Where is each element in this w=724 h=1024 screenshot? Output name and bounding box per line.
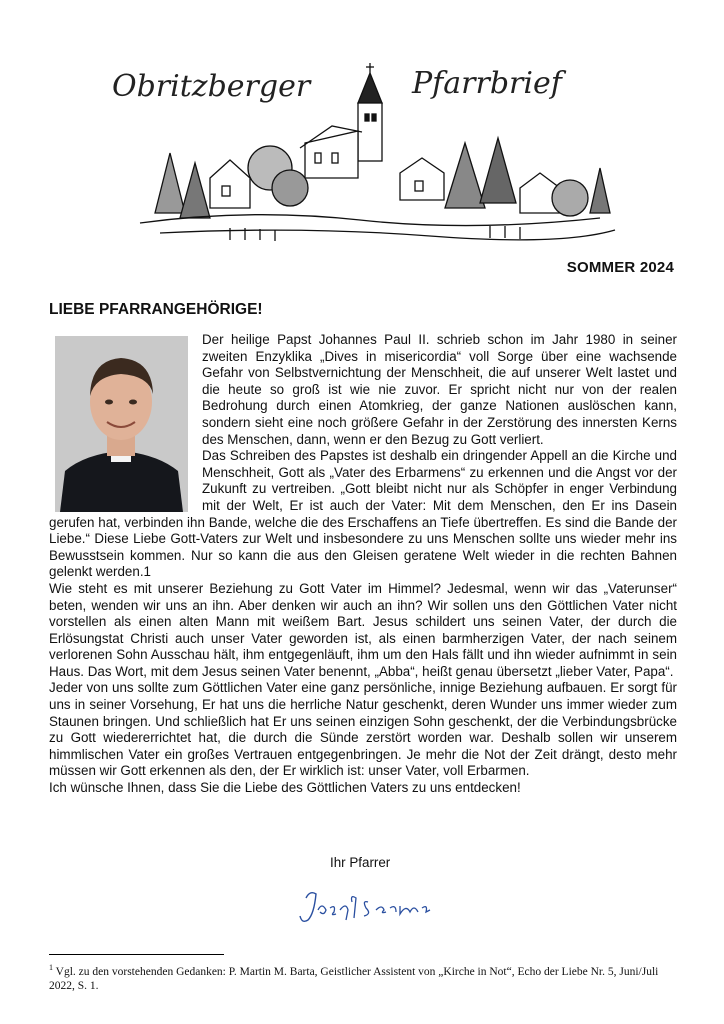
paragraph-4: Jeder von uns sollte zum Göttlichen Vater eine ganz persönliche, innige Beziehung aufbauen. Er sorgt für uns in seiner Vorsehung, Er hat uns die herrliche Natur geschenkt, deren Wunder uns immer wieder zum Staunen bringen. Und schließlich hat Er uns seinen einzigen Sohn geschenkt, der die Verbindungsbrücke zu Gott wiedererrichtet hat, die durch die Sünde zerstört worden war. Deshalb sollen wir unserem himmlischen Vater ein großes Vertrauen entgegenbringen. Je mehr die Not der Zeit drängt, desto mehr müssen wir Gott erkennen als den, der Er wirklich ist: unser Vater, voll Erbarmen. <box>49 680 677 779</box>
masthead <box>100 48 620 243</box>
letter-body <box>49 332 677 797</box>
paragraph-5: Ich wünsche Ihnen, dass Sie die Liebe des Göttlichen Vaters zu uns entdecken! <box>49 780 521 796</box>
footnote-text: Vgl. zu den vorstehenden Gedanken: P. Martin M. Barta, Geistlicher Assistent von „Kirche in Not“, Echo der Liebe Nr. 5, Juni/Juli 2022, S. 1. <box>49 965 659 992</box>
paragraph-1: Der heilige Papst Johannes Paul II. schrieb schon im Jahr 1980 in seiner zweiten Enzyklika „Dives in misericordia“ voll Sorge über eine wachsende Gefahr von Selbstvernichtung der Menschheit, die auf unserer Welt lastet und die heute so groß ist wie nie zuvor. Er spricht nicht nur von der realen Bedrohung durch einen Atomkrieg, der ganze Nationen auslöschen kann, sondern sieht eine noch größere Gefahr in der Zerstörung des innersten Kerns des Menschen, dann, wenn er den Bezug zu Gott verliert. <box>202 332 677 447</box>
footnote <box>49 961 674 993</box>
paragraph-2: Das Schreiben des Papstes ist deshalb ein dringender Appell an die Kirche und Menschheit, Gott als „Vater des Erbarmens“ zu erkennen und die Angst vor der Zukunft zu vertreiben. „Gott bleibt nicht nur als Schöpfer in enger Verbindung mit der Welt, Er ist auch der Vater: Mit dem Menschen, den Er ins Dasein gerufen hat, verbinden ihn Bande, welche die des Erschaffens an Tiefe übertreffen. Es sind die Bande der Liebe.“ Diese Liebe Gott-Vaters zur Welt und insbesondere zu uns Menschen sollte uns wieder mehr ins Bewusstsein kommen. Nur so kann die aus den Gleisen geratene Welt wieder in die rechten Bahnen gelenkt werden.1 <box>49 448 677 580</box>
priest-portrait <box>55 336 188 512</box>
greeting-heading: LIEBE PFARRANGEHÖRIGE! <box>49 301 263 318</box>
closing-title: Ihr Pfarrer <box>330 855 391 870</box>
masthead-title-right: Pfarrbrief <box>412 66 562 101</box>
season-label: SOMMER 2024 <box>566 259 674 276</box>
masthead-title-left: Obritzberger <box>112 69 311 104</box>
footnote-marker: 1 <box>49 963 53 972</box>
paragraph-3: Wie steht es mit unserer Beziehung zu Gott Vater im Himmel? Jedesmal, wenn wir das „Vaterunser“ beten, wenden wir uns an ihn. Aber denken wir auch an ihn? Wir sollen uns den Göttlichen Vater nicht vorstellen als einen alten Mann mit weißem Bart. Jesus schildert uns seinen Vater, der durch die Erlösungstat Christi auch unser Vater geworden ist, als einen barmherzigen Vater, der nach seinem verlorenen Sohn Ausschau hält, ihm entgegenläuft, ihm um den Hals fällt und ihn wieder aufnimmt in sein Haus. Das Wort, mit dem Jesus seinen Vater benennt, „Abba“, heißt genau übersetzt „lieber Vater, Papa“. <box>49 580 677 679</box>
handwritten-signature <box>296 880 436 930</box>
footnote-divider <box>49 954 224 955</box>
